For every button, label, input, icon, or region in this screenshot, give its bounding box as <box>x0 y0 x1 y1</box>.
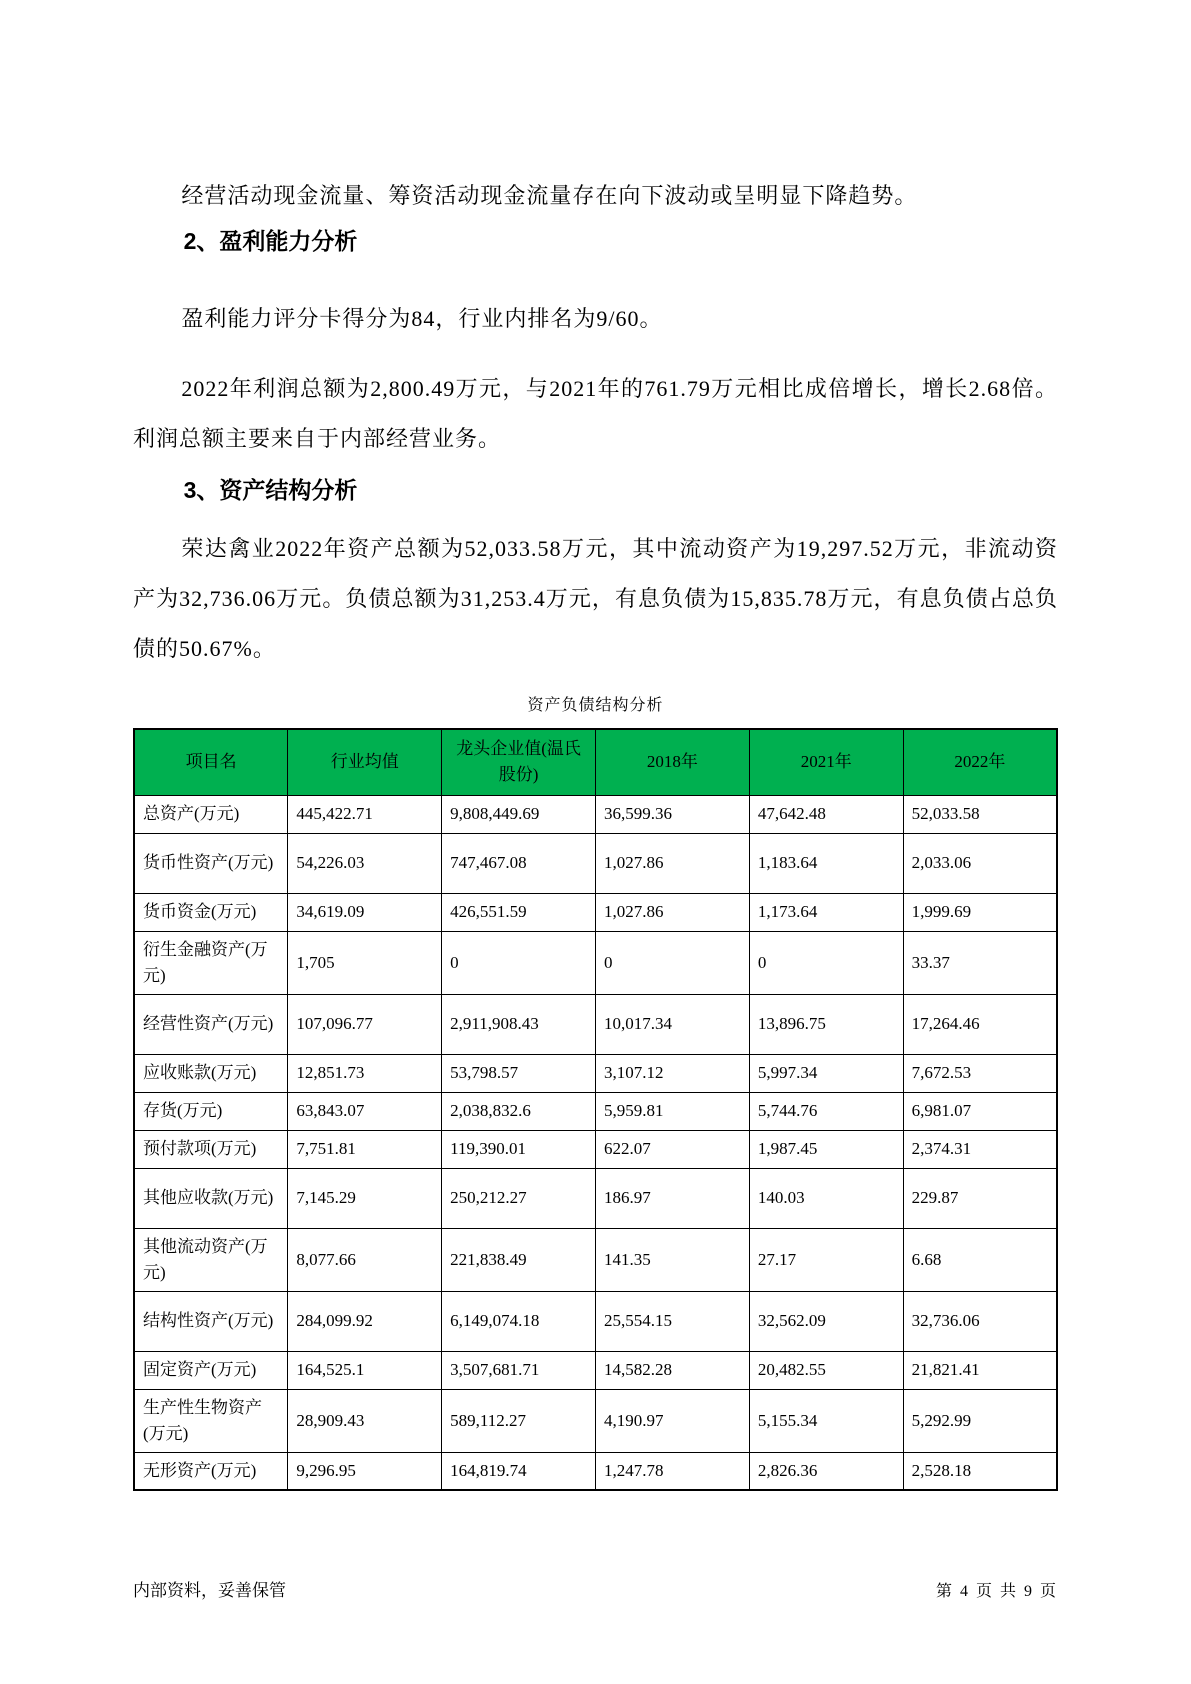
table-header-cell: 项目名 <box>134 729 288 795</box>
value-cell: 54,226.03 <box>288 833 442 893</box>
value-cell: 119,390.01 <box>442 1130 596 1168</box>
value-cell: 10,017.34 <box>595 994 749 1054</box>
row-label-cell: 预付款项(万元) <box>134 1130 288 1168</box>
value-cell: 229.87 <box>903 1168 1057 1228</box>
value-cell: 52,033.58 <box>903 795 1057 833</box>
value-cell: 7,145.29 <box>288 1168 442 1228</box>
value-cell: 1,173.64 <box>749 893 903 931</box>
value-cell: 13,896.75 <box>749 994 903 1054</box>
row-label-cell: 生产性生物资产(万元) <box>134 1389 288 1452</box>
value-cell: 4,190.97 <box>595 1389 749 1452</box>
value-cell: 5,292.99 <box>903 1389 1057 1452</box>
row-label-cell: 结构性资产(万元) <box>134 1291 288 1351</box>
footer-confidential-note: 内部资料，妥善保管 <box>133 1581 286 1600</box>
value-cell: 6,981.07 <box>903 1092 1057 1130</box>
table-header <box>134 729 1057 795</box>
section-heading-profitability: 2、盈利能力分析 <box>183 228 358 254</box>
table-row <box>134 1389 1057 1452</box>
value-cell: 5,997.34 <box>749 1054 903 1092</box>
value-cell: 8,077.66 <box>288 1228 442 1291</box>
value-cell: 0 <box>749 931 903 994</box>
value-cell: 12,851.73 <box>288 1054 442 1092</box>
row-label-cell: 衍生金融资产(万元) <box>134 931 288 994</box>
value-cell: 622.07 <box>595 1130 749 1168</box>
value-cell: 250,212.27 <box>442 1168 596 1228</box>
value-cell: 140.03 <box>749 1168 903 1228</box>
value-cell: 33.37 <box>903 931 1057 994</box>
paragraph-asset-structure: 荣达禽业2022年资产总额为52,033.58万元，其中流动资产为19,297.52万元，非流动资产为32,736.06万元。负债总额为31,253.4万元，有息负债为15,835.78万元，有息负债占总负债的50.67%。 <box>133 536 1058 661</box>
row-label-cell: 经营性资产(万元) <box>134 994 288 1054</box>
table-row <box>134 931 1057 994</box>
value-cell: 1,999.69 <box>903 893 1057 931</box>
row-label-cell: 货币性资产(万元) <box>134 833 288 893</box>
table-row <box>134 1351 1057 1389</box>
value-cell: 32,562.09 <box>749 1291 903 1351</box>
value-cell: 17,264.46 <box>903 994 1057 1054</box>
footer-page-number: 第 4 页 共 9 页 <box>935 1583 1058 1600</box>
value-cell: 107,096.77 <box>288 994 442 1054</box>
table-row <box>134 795 1057 833</box>
table-body <box>134 795 1057 1490</box>
table-caption: 资产负债结构分析 <box>527 697 664 714</box>
value-cell: 28,909.43 <box>288 1389 442 1452</box>
value-cell: 7,751.81 <box>288 1130 442 1168</box>
asset-liability-table <box>133 728 1058 1491</box>
paragraph-cashflow-trend: 经营活动现金流量、筹资活动现金流量存在向下波动或呈明显下降趋势。 <box>181 183 918 208</box>
value-cell: 5,744.76 <box>749 1092 903 1130</box>
table-header-row <box>134 729 1057 795</box>
value-cell: 7,672.53 <box>903 1054 1057 1092</box>
value-cell: 1,027.86 <box>595 893 749 931</box>
value-cell: 2,528.18 <box>903 1452 1057 1490</box>
section-heading-asset-structure: 3、资产结构分析 <box>183 477 358 503</box>
value-cell: 47,642.48 <box>749 795 903 833</box>
row-label-cell: 其他流动资产(万元) <box>134 1228 288 1291</box>
value-cell: 3,507,681.71 <box>442 1351 596 1389</box>
value-cell: 2,911,908.43 <box>442 994 596 1054</box>
value-cell: 0 <box>595 931 749 994</box>
row-label-cell: 其他应收款(万元) <box>134 1168 288 1228</box>
row-label-cell: 无形资产(万元) <box>134 1452 288 1490</box>
value-cell: 747,467.08 <box>442 833 596 893</box>
value-cell: 3,107.12 <box>595 1054 749 1092</box>
table-row <box>134 893 1057 931</box>
row-label-cell: 货币资金(万元) <box>134 893 288 931</box>
row-label-cell: 固定资产(万元) <box>134 1351 288 1389</box>
table-header-cell: 2021年 <box>749 729 903 795</box>
value-cell: 1,183.64 <box>749 833 903 893</box>
page-footer <box>133 1576 1058 1601</box>
value-cell: 1,247.78 <box>595 1452 749 1490</box>
table-header-cell: 2022年 <box>903 729 1057 795</box>
value-cell: 20,482.55 <box>749 1351 903 1389</box>
value-cell: 2,033.06 <box>903 833 1057 893</box>
paragraph-profit-total: 2022年利润总额为2,800.49万元，与2021年的761.79万元相比成倍增长，增长2.68倍。利润总额主要来自于内部经营业务。 <box>133 376 1058 451</box>
table-row <box>134 1092 1057 1130</box>
table-row <box>134 1130 1057 1168</box>
table-header-cell: 行业均值 <box>288 729 442 795</box>
row-label-cell: 应收账款(万元) <box>134 1054 288 1092</box>
value-cell: 9,808,449.69 <box>442 795 596 833</box>
value-cell: 32,736.06 <box>903 1291 1057 1351</box>
value-cell: 27.17 <box>749 1228 903 1291</box>
value-cell: 5,155.34 <box>749 1389 903 1452</box>
value-cell: 1,027.86 <box>595 833 749 893</box>
table-row <box>134 833 1057 893</box>
row-label-cell: 存货(万元) <box>134 1092 288 1130</box>
table-row <box>134 1291 1057 1351</box>
value-cell: 34,619.09 <box>288 893 442 931</box>
value-cell: 2,374.31 <box>903 1130 1057 1168</box>
value-cell: 1,987.45 <box>749 1130 903 1168</box>
value-cell: 5,959.81 <box>595 1092 749 1130</box>
value-cell: 25,554.15 <box>595 1291 749 1351</box>
table-row <box>134 1228 1057 1291</box>
value-cell: 589,112.27 <box>442 1389 596 1452</box>
value-cell: 426,551.59 <box>442 893 596 931</box>
table-row <box>134 994 1057 1054</box>
value-cell: 164,819.74 <box>442 1452 596 1490</box>
value-cell: 36,599.36 <box>595 795 749 833</box>
table-row <box>134 1168 1057 1228</box>
value-cell: 6,149,074.18 <box>442 1291 596 1351</box>
value-cell: 164,525.1 <box>288 1351 442 1389</box>
paragraph-profitability-score: 盈利能力评分卡得分为84，行业内排名为9/60。 <box>181 306 663 331</box>
value-cell: 63,843.07 <box>288 1092 442 1130</box>
value-cell: 141.35 <box>595 1228 749 1291</box>
value-cell: 2,826.36 <box>749 1452 903 1490</box>
value-cell: 9,296.95 <box>288 1452 442 1490</box>
row-label-cell: 总资产(万元) <box>134 795 288 833</box>
value-cell: 221,838.49 <box>442 1228 596 1291</box>
value-cell: 21,821.41 <box>903 1351 1057 1389</box>
table-row <box>134 1054 1057 1092</box>
value-cell: 6.68 <box>903 1228 1057 1291</box>
page-content <box>133 171 1058 1491</box>
value-cell: 284,099.92 <box>288 1291 442 1351</box>
table-row <box>134 1452 1057 1490</box>
value-cell: 14,582.28 <box>595 1351 749 1389</box>
value-cell: 186.97 <box>595 1168 749 1228</box>
value-cell: 2,038,832.6 <box>442 1092 596 1130</box>
value-cell: 53,798.57 <box>442 1054 596 1092</box>
value-cell: 0 <box>442 931 596 994</box>
table-header-cell: 2018年 <box>595 729 749 795</box>
value-cell: 445,422.71 <box>288 795 442 833</box>
value-cell: 1,705 <box>288 931 442 994</box>
table-header-cell: 龙头企业值(温氏股份) <box>442 729 596 795</box>
